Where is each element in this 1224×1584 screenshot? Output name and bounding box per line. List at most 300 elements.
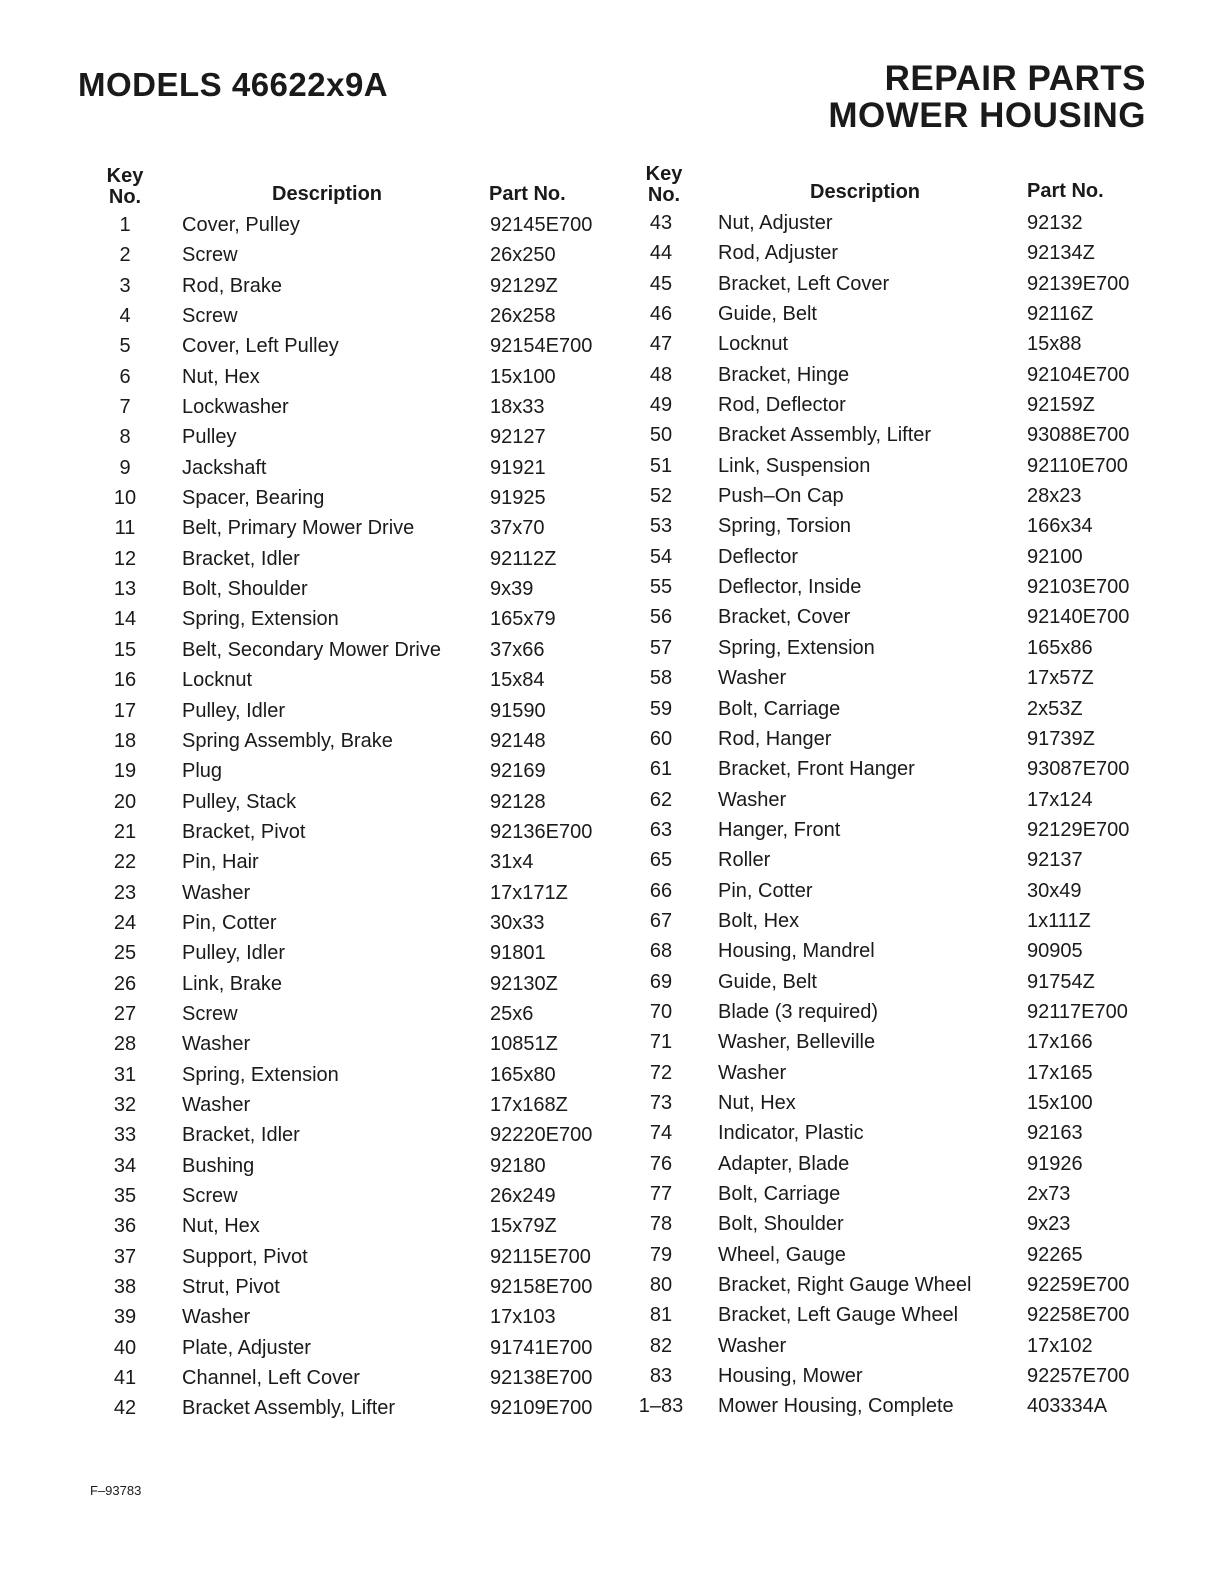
part-row — [638, 637, 1158, 667]
key-number: 38 — [113, 1276, 137, 1299]
part-number: 17x102 — [1027, 1334, 1093, 1357]
part-number: 26x249 — [490, 1185, 556, 1207]
part-description: Mower Housing, Complete — [718, 1395, 954, 1418]
part-number: 92134Z — [1027, 242, 1095, 265]
key-number: 53 — [649, 515, 673, 538]
part-description: Nut, Adjuster — [718, 212, 833, 234]
part-row — [638, 1153, 1158, 1183]
part-description: Screw — [182, 244, 238, 267]
key-number: 71 — [649, 1031, 673, 1054]
key-number: 41 — [113, 1367, 137, 1390]
part-number: 93087E700 — [1027, 758, 1130, 781]
part-number: 403334A — [1027, 1395, 1108, 1418]
part-row — [102, 1306, 622, 1336]
key-number: 1 — [119, 214, 131, 236]
part-number: 91590 — [490, 699, 546, 722]
part-number: 25x6 — [490, 1002, 534, 1025]
part-description: Push–On Cap — [718, 485, 844, 508]
key-number: 26 — [113, 972, 137, 995]
part-number: 92148 — [490, 729, 546, 752]
part-row — [638, 1213, 1158, 1243]
key-number: 1–83 — [638, 1395, 684, 1418]
part-number: 28x23 — [1027, 485, 1082, 508]
part-number: 92128 — [490, 790, 546, 813]
part-description: Bracket, Left Cover — [718, 272, 890, 295]
part-description: Washer — [182, 1093, 251, 1116]
part-description: Pulley, Idler — [182, 942, 286, 965]
part-description: Housing, Mower — [718, 1365, 863, 1388]
part-row — [102, 1397, 622, 1427]
part-number: 92112Z — [490, 547, 557, 570]
part-number: 93088E700 — [1027, 424, 1130, 447]
part-number: 92258E700 — [1027, 1304, 1130, 1327]
key-number: 35 — [113, 1185, 137, 1207]
part-description: Spring, Extension — [182, 608, 339, 631]
part-description: Bracket, Hinge — [718, 363, 850, 386]
part-number: 92132 — [1027, 212, 1083, 234]
part-row — [638, 971, 1158, 1001]
part-description: Washer — [718, 667, 787, 690]
part-row — [102, 487, 622, 517]
part-description: Washer — [718, 788, 787, 811]
key-number: 61 — [649, 758, 673, 781]
part-number: 92136E700 — [490, 820, 593, 843]
key-number: 60 — [649, 727, 673, 750]
key-number: 56 — [649, 606, 673, 629]
part-row — [638, 303, 1158, 333]
key-number: 76 — [649, 1152, 673, 1175]
key-number: 49 — [649, 394, 673, 417]
part-row — [638, 1183, 1158, 1213]
part-number: 15x88 — [1027, 333, 1082, 356]
part-row — [102, 760, 622, 790]
part-row — [102, 1033, 622, 1063]
part-description: Belt, Primary Mower Drive — [182, 517, 415, 540]
part-description: Jackshaft — [182, 456, 267, 479]
part-description: Cover, Left Pulley — [182, 335, 339, 358]
part-row — [102, 1215, 622, 1245]
part-number: 92180 — [490, 1154, 546, 1177]
part-number: 9x23 — [1027, 1213, 1071, 1236]
part-description: Plate, Adjuster — [182, 1336, 311, 1359]
part-number: 9x39 — [490, 578, 534, 601]
part-description: Guide, Belt — [718, 970, 817, 993]
part-number: 92169 — [490, 760, 546, 783]
form-code: F–93783 — [90, 1483, 142, 1498]
part-description: Link, Brake — [182, 972, 283, 995]
key-number: 8 — [119, 426, 131, 449]
key-number: 80 — [649, 1274, 673, 1297]
part-description: Bolt, Shoulder — [718, 1213, 844, 1236]
part-number: 26x250 — [490, 244, 556, 267]
part-description: Pin, Cotter — [718, 879, 813, 902]
part-row — [638, 1335, 1158, 1365]
part-number: 30x33 — [490, 911, 545, 934]
key-number: 48 — [649, 363, 673, 386]
part-row — [638, 212, 1158, 242]
page-title-line-2: MOWER HOUSING — [828, 96, 1146, 135]
part-row — [638, 667, 1158, 697]
part-number: 92100 — [1027, 545, 1083, 568]
part-number: 165x86 — [1027, 636, 1093, 659]
part-description: Pulley, Stack — [182, 790, 297, 813]
key-number: 66 — [649, 879, 673, 902]
part-row — [638, 455, 1158, 485]
key-number: 55 — [649, 576, 673, 599]
key-number: 77 — [649, 1183, 673, 1205]
part-number: 92154E700 — [490, 335, 593, 358]
part-row — [102, 305, 622, 335]
part-number: 165x79 — [490, 608, 556, 631]
part-description: Adapter, Blade — [718, 1152, 850, 1175]
part-number: 17x165 — [1027, 1061, 1093, 1084]
part-number: 91754Z — [1027, 970, 1095, 993]
part-number: 17x171Z — [490, 881, 568, 904]
part-description: Rod, Deflector — [718, 394, 846, 417]
part-description: Pin, Cotter — [182, 911, 277, 934]
key-number: 21 — [113, 820, 137, 843]
part-row — [102, 882, 622, 912]
key-number: 37 — [113, 1245, 137, 1268]
key-number: 74 — [649, 1122, 673, 1145]
key-number: 59 — [649, 697, 673, 720]
part-description: Cover, Pulley — [182, 214, 300, 236]
key-number: 40 — [113, 1336, 137, 1359]
part-description: Channel, Left Cover — [182, 1367, 360, 1390]
part-description: Washer — [182, 1033, 251, 1056]
part-row — [638, 606, 1158, 636]
key-number: 5 — [119, 335, 131, 358]
part-row — [638, 880, 1158, 910]
key-number: 10 — [113, 487, 137, 510]
part-row — [102, 1337, 622, 1367]
key-number: 45 — [649, 272, 673, 295]
part-row — [102, 1094, 622, 1124]
part-row — [638, 1001, 1158, 1031]
part-number: 165x80 — [490, 1063, 556, 1086]
key-number: 32 — [113, 1093, 137, 1116]
part-description: Rod, Brake — [182, 274, 283, 297]
part-row — [638, 1062, 1158, 1092]
part-description: Bolt, Carriage — [718, 1183, 841, 1205]
key-number: 83 — [649, 1365, 673, 1388]
part-number: 17x103 — [490, 1306, 556, 1329]
key-number: 14 — [113, 608, 137, 631]
part-description: Bushing — [182, 1154, 255, 1177]
key-number: 67 — [649, 909, 673, 932]
part-number: 92159Z — [1027, 394, 1095, 417]
part-description: Locknut — [718, 333, 789, 356]
part-number: 10851Z — [490, 1033, 558, 1056]
part-row — [638, 940, 1158, 970]
part-number: 15x100 — [1027, 1091, 1093, 1114]
part-row — [102, 1064, 622, 1094]
key-number: 43 — [649, 212, 673, 234]
part-number: 92129Z — [490, 274, 558, 297]
part-number: 92265 — [1027, 1243, 1083, 1266]
part-row — [638, 819, 1158, 849]
key-number: 79 — [649, 1243, 673, 1266]
part-description: Nut, Hex — [718, 1091, 796, 1114]
part-row — [102, 1276, 622, 1306]
key-number: 50 — [649, 424, 673, 447]
key-number: 65 — [649, 849, 673, 872]
part-row — [102, 426, 622, 456]
part-number: 37x70 — [490, 517, 545, 540]
part-number: 30x49 — [1027, 879, 1082, 902]
part-description: Bolt, Shoulder — [182, 578, 308, 601]
left-description-header: Description — [272, 183, 383, 205]
key-number: 51 — [649, 454, 673, 477]
part-number: 18x33 — [490, 396, 545, 419]
part-row — [102, 457, 622, 487]
key-number: 34 — [113, 1154, 137, 1177]
part-description: Housing, Mandrel — [718, 940, 875, 963]
part-number: 92130Z — [490, 972, 558, 995]
key-number: 17 — [113, 699, 137, 722]
part-row — [102, 1124, 622, 1154]
part-row — [638, 789, 1158, 819]
part-number: 91741E700 — [490, 1336, 593, 1359]
key-number: 18 — [113, 729, 137, 752]
part-row — [638, 910, 1158, 940]
part-row — [102, 275, 622, 305]
part-row — [102, 244, 622, 274]
part-number: 166x34 — [1027, 515, 1093, 538]
part-description: Pulley, Idler — [182, 699, 286, 722]
part-number: 92145E700 — [490, 214, 593, 236]
part-description: Deflector, Inside — [718, 576, 862, 599]
part-description: Screw — [182, 305, 238, 328]
part-number: 91925 — [490, 487, 546, 510]
part-description: Hanger, Front — [718, 818, 841, 841]
part-row — [638, 515, 1158, 545]
part-row — [638, 698, 1158, 728]
left-part-header: Part No. — [489, 183, 566, 205]
part-description: Bracket, Front Hanger — [718, 758, 915, 781]
part-number: 2x53Z — [1027, 697, 1083, 720]
key-number: 46 — [649, 303, 673, 326]
key-number: 47 — [649, 333, 673, 356]
part-number: 15x84 — [490, 669, 545, 692]
part-description: Washer — [718, 1334, 787, 1357]
key-number: 24 — [113, 911, 137, 934]
key-number: 57 — [649, 636, 673, 659]
part-row — [638, 1304, 1158, 1334]
part-row — [638, 1031, 1158, 1061]
key-number: 78 — [649, 1213, 673, 1236]
part-description: Screw — [182, 1002, 238, 1025]
part-row — [638, 394, 1158, 424]
key-number: 72 — [649, 1061, 673, 1084]
key-number: 13 — [113, 578, 137, 601]
part-number: 17x166 — [1027, 1031, 1093, 1054]
key-number: 9 — [119, 456, 131, 479]
part-number: 92139E700 — [1027, 272, 1130, 295]
part-row — [102, 517, 622, 547]
page-title-line-1: REPAIR PARTS — [884, 59, 1146, 98]
part-number: 92259E700 — [1027, 1274, 1130, 1297]
part-row — [102, 1246, 622, 1276]
key-number: 19 — [113, 760, 137, 783]
part-row — [102, 912, 622, 942]
key-number: 42 — [113, 1397, 137, 1420]
part-number: 92138E700 — [490, 1367, 593, 1390]
part-description: Bracket, Left Gauge Wheel — [718, 1304, 959, 1327]
part-number: 26x258 — [490, 305, 556, 328]
part-row — [102, 851, 622, 881]
key-number: 2 — [119, 244, 131, 267]
right-part-header: Part No. — [1027, 180, 1104, 202]
key-number: 16 — [113, 669, 137, 692]
key-number: 62 — [649, 788, 673, 811]
part-description: Lockwasher — [182, 396, 289, 419]
part-description: Indicator, Plastic — [718, 1122, 864, 1145]
right-key-header — [641, 164, 687, 206]
part-row — [102, 1367, 622, 1397]
part-row — [638, 546, 1158, 576]
key-number: 3 — [119, 274, 131, 297]
part-description: Bracket, Pivot — [182, 820, 306, 843]
part-row — [638, 333, 1158, 363]
part-number: 15x79Z — [490, 1215, 557, 1238]
part-description: Locknut — [182, 669, 253, 692]
part-row — [102, 821, 622, 851]
part-description: Pulley — [182, 426, 237, 449]
part-description: Bracket, Cover — [718, 606, 851, 629]
part-row — [102, 578, 622, 608]
part-row — [102, 700, 622, 730]
key-number: 58 — [649, 667, 673, 690]
key-number: 70 — [649, 1000, 673, 1023]
key-number: 73 — [649, 1091, 673, 1114]
part-number: 92103E700 — [1027, 576, 1130, 599]
key-number: 12 — [113, 547, 137, 570]
part-description: Spring, Extension — [718, 636, 875, 659]
key-header-line-2: No. — [108, 186, 142, 208]
part-description: Guide, Belt — [718, 303, 817, 326]
model-title: MODELS 46622x9A — [78, 66, 389, 103]
part-row — [638, 1274, 1158, 1304]
part-row — [102, 1185, 622, 1215]
part-description: Spacer, Bearing — [182, 487, 325, 510]
key-number: 28 — [113, 1033, 137, 1056]
key-number: 81 — [649, 1304, 673, 1327]
part-number: 17x168Z — [490, 1093, 568, 1116]
part-number: 92220E700 — [490, 1124, 593, 1147]
part-row — [638, 728, 1158, 758]
part-row — [102, 548, 622, 578]
part-row — [102, 669, 622, 699]
key-number: 27 — [113, 1002, 137, 1025]
part-description: Pin, Hair — [182, 851, 259, 874]
part-row — [102, 639, 622, 669]
key-header-line-1: Key — [645, 163, 683, 185]
part-row — [102, 608, 622, 638]
part-description: Rod, Adjuster — [718, 242, 839, 265]
part-row — [638, 242, 1158, 272]
key-number: 33 — [113, 1124, 137, 1147]
part-description: Washer — [718, 1061, 787, 1084]
part-description: Washer, Belleville — [718, 1031, 876, 1054]
part-row — [102, 1003, 622, 1033]
part-row — [638, 758, 1158, 788]
part-number: 92109E700 — [490, 1397, 593, 1420]
part-number: 92127 — [490, 426, 546, 449]
part-description: Washer — [182, 881, 251, 904]
part-row — [638, 1122, 1158, 1152]
part-row — [102, 942, 622, 972]
part-row — [102, 214, 622, 244]
part-row — [638, 576, 1158, 606]
key-header-line-1: Key — [106, 165, 144, 187]
part-row — [638, 273, 1158, 303]
key-number: 54 — [649, 545, 673, 568]
part-number: 91926 — [1027, 1152, 1083, 1175]
part-description: Bolt, Hex — [718, 909, 800, 932]
part-description: Deflector — [718, 545, 799, 568]
part-number: 92137 — [1027, 849, 1083, 872]
part-description: Spring, Extension — [182, 1063, 339, 1086]
part-row — [638, 1092, 1158, 1122]
part-description: Washer — [182, 1306, 251, 1329]
key-number: 44 — [649, 242, 673, 265]
part-description: Support, Pivot — [182, 1245, 308, 1268]
part-row — [638, 1244, 1158, 1274]
part-row — [638, 424, 1158, 454]
part-row — [638, 849, 1158, 879]
right-description-header: Description — [810, 181, 921, 203]
part-description: Bracket, Idler — [182, 1124, 300, 1147]
part-row — [638, 364, 1158, 394]
part-row — [102, 396, 622, 426]
part-number: 92129E700 — [1027, 818, 1130, 841]
key-number: 52 — [649, 485, 673, 508]
part-description: Blade (3 required) — [718, 1000, 879, 1023]
part-number: 90905 — [1027, 940, 1083, 963]
part-row — [638, 485, 1158, 515]
key-header-line-2: No. — [647, 184, 681, 206]
part-description: Bolt, Carriage — [718, 697, 841, 720]
part-row — [102, 1155, 622, 1185]
key-number: 69 — [649, 970, 673, 993]
part-number: 92158E700 — [490, 1276, 593, 1299]
part-row — [102, 366, 622, 396]
key-number: 68 — [649, 940, 673, 963]
part-row — [102, 973, 622, 1003]
key-number: 7 — [119, 396, 131, 419]
part-description: Strut, Pivot — [182, 1276, 280, 1299]
part-description: Wheel, Gauge — [718, 1243, 846, 1266]
part-description: Spring, Torsion — [718, 515, 852, 538]
part-number: 91921 — [490, 456, 546, 479]
part-description: Spring Assembly, Brake — [182, 729, 393, 752]
key-number: 63 — [649, 818, 673, 841]
key-number: 20 — [113, 790, 137, 813]
part-description: Bracket, Right Gauge Wheel — [718, 1274, 972, 1297]
part-description: Screw — [182, 1185, 238, 1207]
part-row — [638, 1365, 1158, 1395]
part-number: 2x73 — [1027, 1183, 1071, 1205]
key-number: 23 — [113, 881, 137, 904]
right-parts-list — [638, 212, 1158, 1426]
part-number: 92117E700 — [1027, 1000, 1128, 1023]
part-number: 92115E700 — [490, 1245, 591, 1268]
part-number: 92257E700 — [1027, 1365, 1130, 1388]
part-row — [102, 730, 622, 760]
part-description: Link, Suspension — [718, 454, 871, 477]
part-row — [102, 335, 622, 365]
